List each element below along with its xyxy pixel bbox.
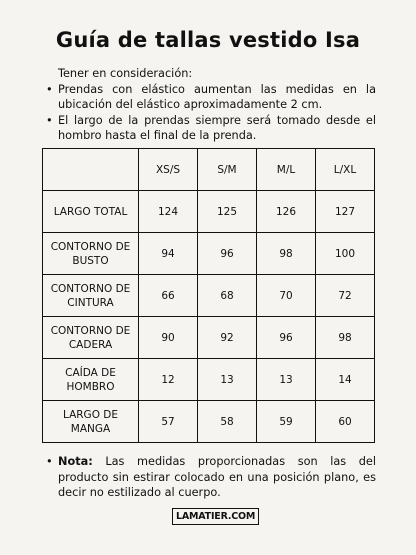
intro-section bbox=[46, 66, 376, 144]
table-header-cell: L/XL bbox=[316, 149, 375, 191]
table-cell: 96 bbox=[257, 317, 316, 359]
table-cell: 58 bbox=[198, 401, 257, 443]
table-cell: 127 bbox=[316, 191, 375, 233]
table-cell: 60 bbox=[316, 401, 375, 443]
row-label: CONTORNO DE CINTURA bbox=[43, 275, 139, 317]
table-cell: 70 bbox=[257, 275, 316, 317]
table-row bbox=[43, 191, 375, 233]
row-label: LARGO TOTAL bbox=[43, 191, 139, 233]
table-cell: 124 bbox=[139, 191, 198, 233]
table-row bbox=[43, 359, 375, 401]
page-title: Guía de tallas vestido Isa bbox=[55, 28, 361, 52]
intro-bullet: • El largo de la prendas siempre será tomado desde el hombro hasta el final de la prenda. bbox=[46, 113, 376, 144]
table-cell: 13 bbox=[257, 359, 316, 401]
table-cell: 100 bbox=[316, 233, 375, 275]
brand-logo: LAMATIER.COM bbox=[172, 508, 259, 525]
table-cell: 57 bbox=[139, 401, 198, 443]
table-header-row bbox=[43, 149, 375, 191]
intro-bullet-list bbox=[46, 82, 376, 144]
table-row bbox=[43, 401, 375, 443]
intro-heading: Tener en consideración: bbox=[58, 67, 193, 80]
row-label: CAÍDA DE HOMBRO bbox=[43, 359, 139, 401]
table-cell: 98 bbox=[316, 317, 375, 359]
table-cell: 92 bbox=[198, 317, 257, 359]
table-header-cell: S/M bbox=[198, 149, 257, 191]
table-cell: 125 bbox=[198, 191, 257, 233]
table-header-empty bbox=[43, 149, 139, 191]
table-cell: 12 bbox=[139, 359, 198, 401]
table-cell: 98 bbox=[257, 233, 316, 275]
table-cell: 13 bbox=[198, 359, 257, 401]
table-row bbox=[43, 317, 375, 359]
table-row bbox=[43, 233, 375, 275]
intro-bullet: • Prendas con elástico aumentan las medidas en la ubicación del elástico aproximadamente 2 cm. bbox=[46, 82, 376, 113]
table-cell: 72 bbox=[316, 275, 375, 317]
table-row bbox=[43, 275, 375, 317]
table-cell: 96 bbox=[198, 233, 257, 275]
table-cell: 68 bbox=[198, 275, 257, 317]
table-cell: 66 bbox=[139, 275, 198, 317]
note-label: Nota: bbox=[58, 455, 93, 468]
size-table bbox=[42, 148, 375, 443]
table-header-cell: M/L bbox=[257, 149, 316, 191]
table-cell: 126 bbox=[257, 191, 316, 233]
table-cell: 94 bbox=[139, 233, 198, 275]
row-label: CONTORNO DE CADERA bbox=[43, 317, 139, 359]
table-cell: 90 bbox=[139, 317, 198, 359]
row-label: LARGO DE MANGA bbox=[43, 401, 139, 443]
note-section bbox=[46, 454, 376, 501]
table-cell: 14 bbox=[316, 359, 375, 401]
note-text: Las medidas proporcionadas son las del producto sin estirar colocado en una posición plano, es decir no estilizado al cuerpo. bbox=[58, 455, 376, 499]
row-label: CONTORNO DE BUSTO bbox=[43, 233, 139, 275]
table-cell: 59 bbox=[257, 401, 316, 443]
table-header-cell: XS/S bbox=[139, 149, 198, 191]
